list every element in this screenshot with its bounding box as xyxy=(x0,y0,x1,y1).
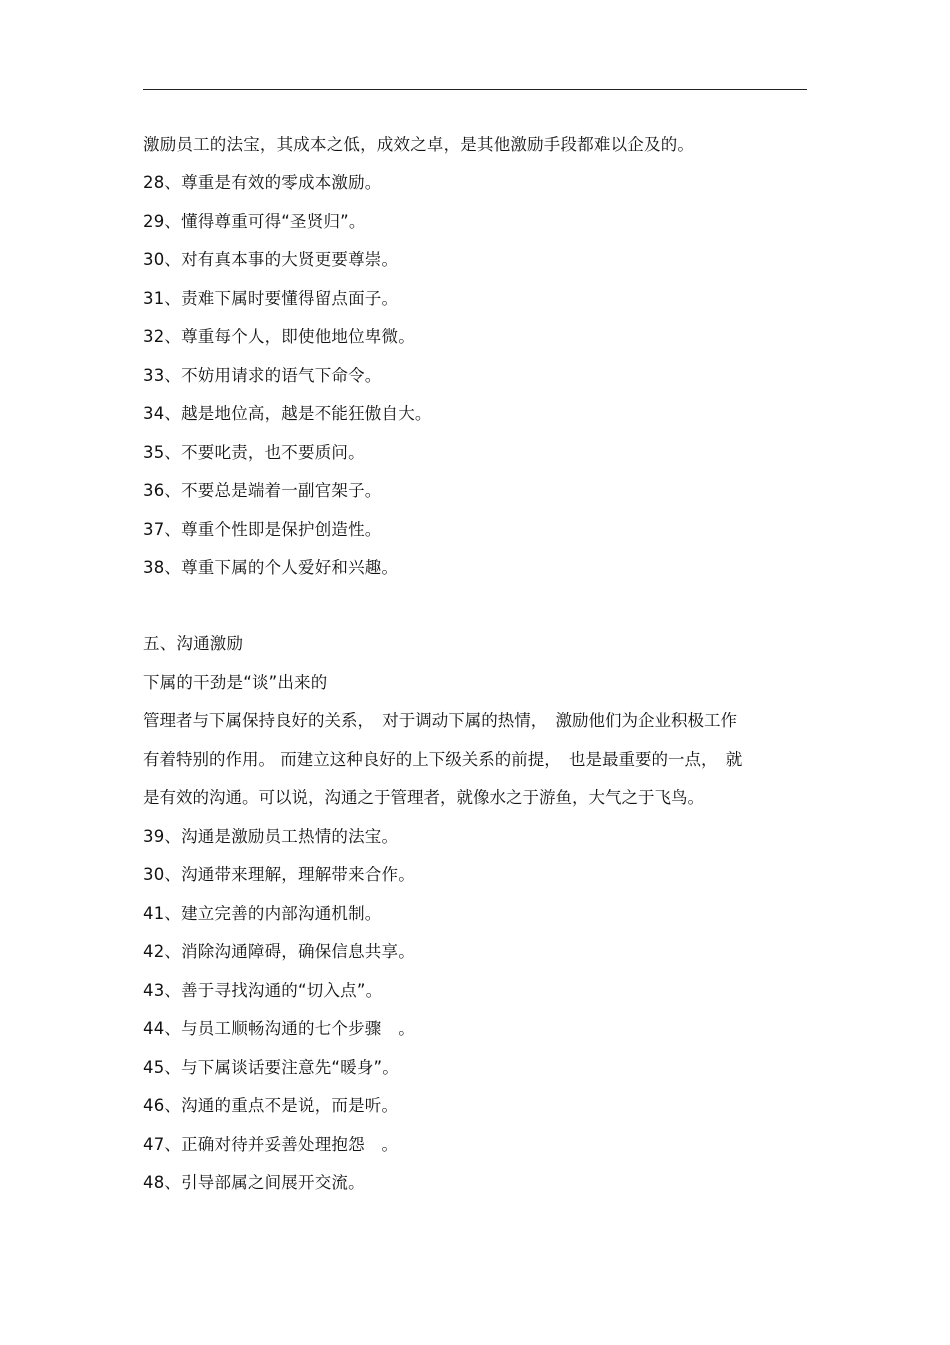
list-item: 35、不要叱责，也不要质问。 xyxy=(143,443,365,462)
list-item: 46、沟通的重点不是说，而是听。 xyxy=(143,1096,399,1115)
list-item: 39、沟通是激励员工热情的法宝。 xyxy=(143,827,399,846)
list-item: 43、善于寻找沟通的“切入点”。 xyxy=(143,981,383,1000)
list-item: 45、与下属谈话要注意先“暖身”。 xyxy=(143,1058,399,1077)
paragraph-line: 管理者与下属保持良好的关系， 对于调动下属的热情， 激励他们为企业积极工作 xyxy=(143,711,737,730)
list-item: 30、对有真本事的大贤更要尊崇。 xyxy=(143,250,399,269)
list-item: 42、消除沟通障碍，确保信息共享。 xyxy=(143,942,415,961)
list-item: 41、建立完善的内部沟通机制。 xyxy=(143,904,382,923)
paragraph-line: 有着特别的作用。 而建立这种良好的上下级关系的前提， 也是最重要的一点， 就 xyxy=(143,750,743,769)
list-item: 28、尊重是有效的零成本激励。 xyxy=(143,173,382,192)
list-item: 33、不妨用请求的语气下命令。 xyxy=(143,366,382,385)
header-rule xyxy=(143,89,807,90)
paragraph-line: 是有效的沟通。可以说，沟通之于管理者，就像水之于游鱼，大气之于飞鸟。 xyxy=(143,788,704,807)
list-item: 44、与员工顺畅沟通的七个步骤 。 xyxy=(143,1019,415,1038)
section-subtitle: 下属的干劲是“谈”出来的 xyxy=(143,673,328,692)
section-title: 五、沟通激励 xyxy=(143,634,244,653)
list-item: 34、越是地位高，越是不能狂傲自大。 xyxy=(143,404,432,423)
list-item: 48、引导部属之间展开交流。 xyxy=(143,1173,365,1192)
list-item: 36、不要总是端着一副官架子。 xyxy=(143,481,382,500)
list-item: 29、懂得尊重可得“圣贤归”。 xyxy=(143,212,366,231)
list-item: 31、责难下属时要懂得留点面子。 xyxy=(143,289,399,308)
intro-line: 激励员工的法宝，其成本之低，成效之卓，是其他激励手段都难以企及的。 xyxy=(143,135,695,154)
list-item: 37、尊重个性即是保护创造性。 xyxy=(143,520,382,539)
list-item: 47、正确对待并妥善处理抱怨 。 xyxy=(143,1135,399,1154)
list-item: 38、尊重下属的个人爱好和兴趣。 xyxy=(143,558,399,577)
list-item: 30、沟通带来理解，理解带来合作。 xyxy=(143,865,415,884)
list-item: 32、尊重每个人，即使他地位卑微。 xyxy=(143,327,415,346)
